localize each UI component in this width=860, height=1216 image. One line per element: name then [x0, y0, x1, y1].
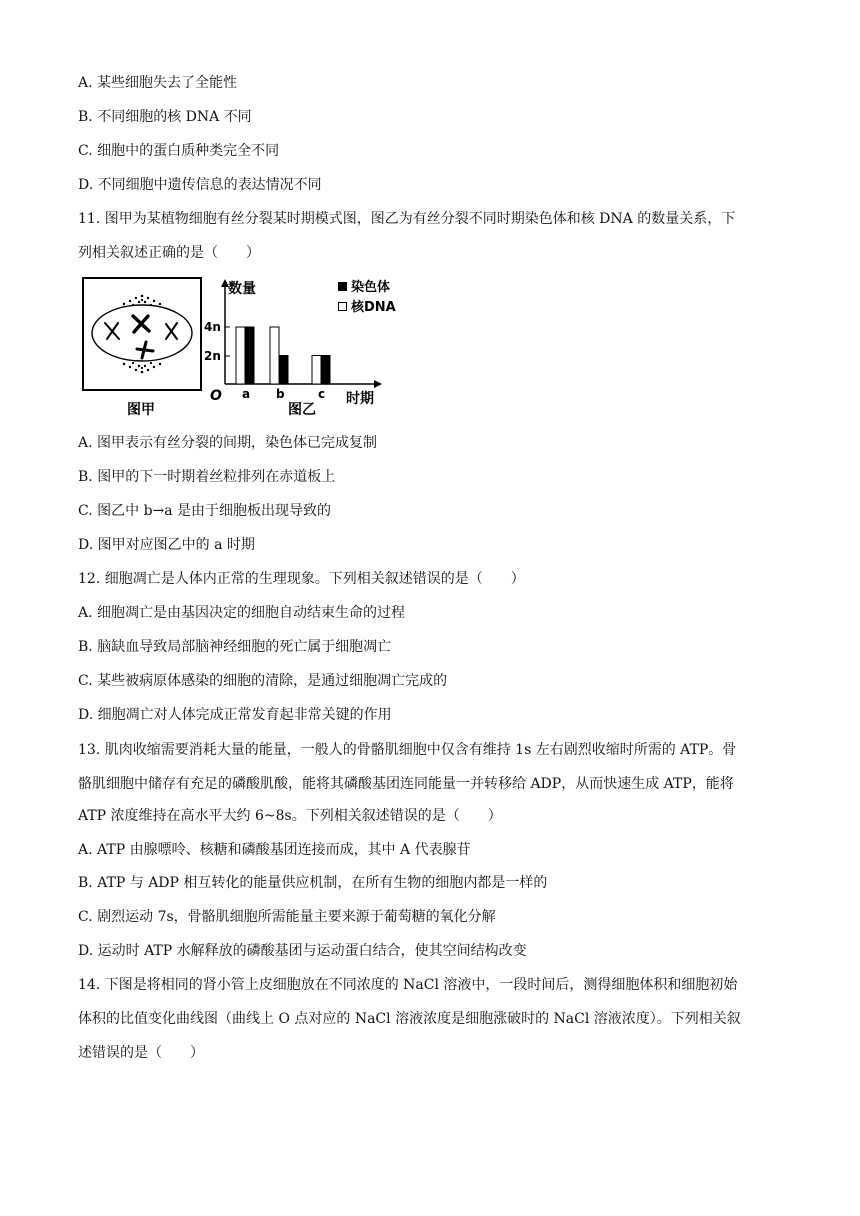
q14-stem-line2: 体积的比值变化曲线图（曲线上 O 点对应的 NaCl 溶液浓度是细胞涨破时的 NaCl 溶液浓度）。下列相关叙: [78, 1011, 741, 1027]
bar-c-chromosome: [321, 356, 330, 385]
label-jia: 图甲: [127, 402, 155, 418]
q10-option-a: A. 某些细胞失去了全能性: [78, 75, 238, 91]
category-label-b: b: [276, 387, 285, 401]
q14-stem-line1: 14. 下图是将相同的肾小管上皮细胞放在不同浓度的 NaCl 溶液中，一段时间后，测得细胞体积和细胞初始: [78, 977, 738, 993]
q10-option-c: C. 细胞中的蛋白质种类完全不同: [78, 143, 280, 159]
q12-option-d: D. 细胞凋亡对人体完成正常发育起非常关键的作用: [78, 707, 392, 723]
q13-stem-line1: 13. 肌肉收缩需要消耗大量的能量，一般人的骨骼肌细胞中仅含有维持 1s 左右剧烈收缩时所需的 ATP。骨: [78, 742, 737, 758]
legend-swatch-dna: [339, 303, 347, 311]
q14-stem-line3: 述错误的是（ ）: [78, 1045, 204, 1061]
q11-figure: [80, 276, 410, 422]
q11-option-c: C. 图乙中 b→a 是由于细胞板出现导致的: [78, 503, 332, 519]
legend-label-chromosome: 染色体: [351, 280, 391, 295]
q11-figure-svg: [80, 276, 410, 422]
category-label-a: a: [242, 387, 251, 401]
bar-b-dna: [270, 327, 279, 384]
q12-option-a: A. 细胞凋亡是由基因决定的细胞自动结束生命的过程: [78, 605, 406, 621]
q12-stem: 12. 细胞凋亡是人体内正常的生理现象。下列相关叙述错误的是（ ）: [78, 571, 525, 587]
q10-option-b: B. 不同细胞的核 DNA 不同: [78, 109, 252, 125]
chromosomes: [105, 316, 177, 358]
bar-b-chromosome: [279, 356, 288, 385]
q13-option-b: B. ATP 与 ADP 相互转化的能量供应机制，在所有生物的细胞内都是一样的: [78, 875, 548, 891]
q13-option-a: A. ATP 由腺嘌呤、核糖和磷酸基团连接而成，其中 A 代表腺苷: [78, 842, 471, 858]
y-axis-label: 数量: [228, 281, 256, 297]
bar-chart: [204, 279, 396, 418]
y-tick-4n: 4n: [204, 320, 221, 334]
category-labels: [242, 387, 325, 401]
label-yi: 图乙: [288, 402, 316, 418]
x-axis-arrow: [374, 380, 382, 388]
q11-option-d: D. 图甲对应图乙中的 a 时期: [78, 537, 255, 553]
bar-a-dna: [236, 327, 245, 384]
y-tick-2n: 2n: [204, 349, 221, 363]
q13-option-d: D. 运动时 ATP 水解释放的磷酸基团与运动蛋白结合，使其空间结构改变: [78, 943, 527, 959]
q13-stem-line2: 骼肌细胞中储存有充足的磷酸肌酸，能将其磷酸基团连同能量一并转移给 ADP，从而快速生成 ATP，能将: [78, 776, 734, 792]
cell-diagram: [83, 278, 201, 418]
spindle-dots-bottom: [123, 362, 161, 373]
q11-stem-line2: 列相关叙述正确的是（ ）: [78, 245, 260, 261]
legend-swatch-chromosome: [338, 282, 347, 291]
origin-label: O: [210, 388, 222, 404]
q11-option-b: B. 图甲的下一时期着丝粒排列在赤道板上: [78, 469, 336, 485]
q11-option-a: A. 图甲表示有丝分裂的间期，染色体已完成复制: [78, 435, 378, 451]
bar-c-dna: [312, 356, 321, 385]
q11-stem-line1: 11. 图甲为某植物细胞有丝分裂某时期模式图，图乙为有丝分裂不同时期染色体和核 DNA 的数量关系，下: [78, 211, 736, 227]
x-axis-label: 时期: [346, 391, 374, 407]
q12-option-b: B. 脑缺血导致局部脑神经细胞的死亡属于细胞凋亡: [78, 639, 392, 655]
category-label-c: c: [318, 387, 326, 401]
q13-option-c: C. 剧烈运动 7s，骨骼肌细胞所需能量主要来源于葡萄糖的氧化分解: [78, 909, 496, 925]
q13-stem-line3: ATP 浓度维持在高水平大约 6~8s。下列相关叙述错误的是（ ）: [78, 808, 502, 824]
q12-option-c: C. 某些被病原体感染的细胞的清除，是通过细胞凋亡完成的: [78, 673, 448, 689]
bar-a-chromosome: [245, 327, 254, 384]
legend-label-dna: 核DNA: [351, 300, 396, 315]
bars: [236, 327, 330, 384]
q10-option-d: D. 不同细胞中遗传信息的表达情况不同: [78, 177, 322, 193]
